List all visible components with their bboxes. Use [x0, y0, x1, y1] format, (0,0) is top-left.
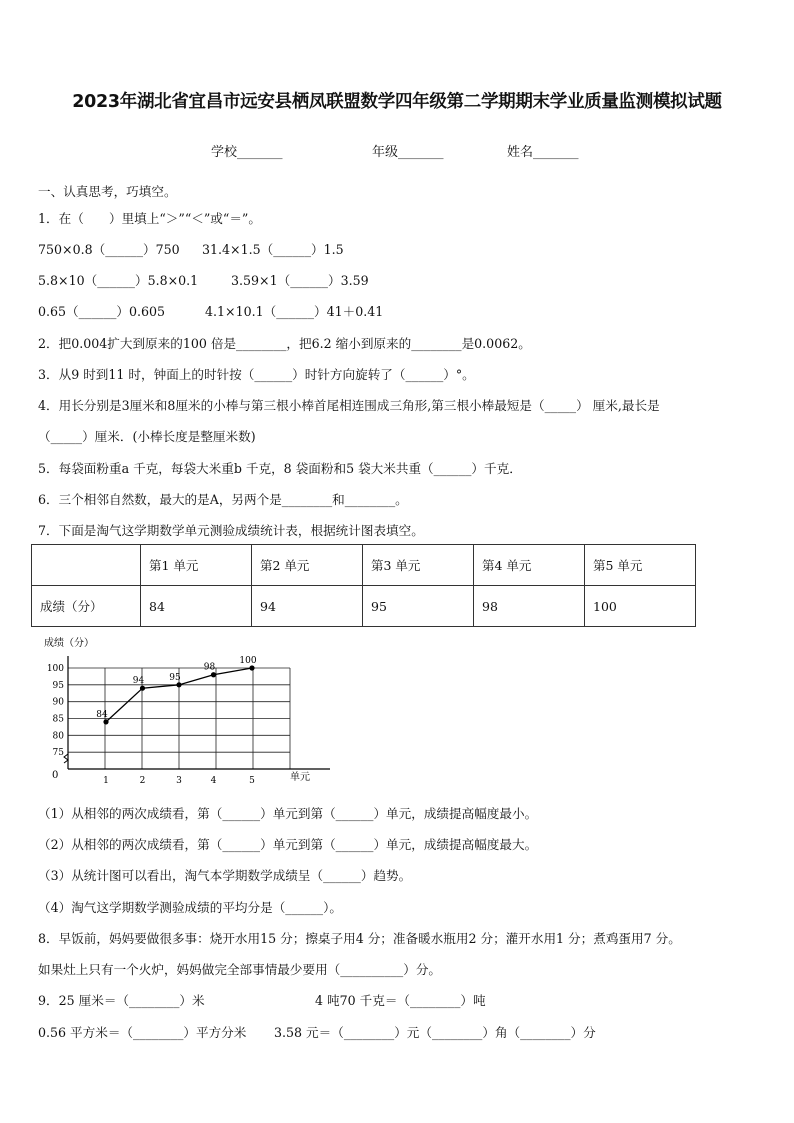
name-field[interactable]: 姓名_______ [507, 145, 579, 160]
question-8-line2: 如果灶上只有一个火炉，妈妈做完全部事情最少要用（__________）分。 [38, 962, 441, 977]
grade-field[interactable]: 年级_______ [372, 145, 444, 160]
q1-row1a: 750×0.8（______）750 [38, 242, 180, 257]
table-cell: 95 [363, 586, 474, 627]
table-header-row [32, 545, 696, 586]
question-2: 2．把0.004扩大到原来的100 倍是________，把6.2 缩小到原来的________是0.0062。 [38, 336, 531, 351]
table-header-cell: 第3 单元 [363, 545, 474, 586]
x-tick-label: 2 [139, 776, 146, 786]
table-header-cell: 第2 单元 [252, 545, 363, 586]
table-header-cell: 第4 单元 [474, 545, 585, 586]
y-tick-label: 100 [46, 664, 64, 674]
data-label: 98 [203, 662, 216, 673]
q1-stem: 1．在（ ）里填上“＞”“＜”或“＝”。 [38, 211, 261, 226]
score-line-chart [30, 632, 340, 787]
score-table [31, 544, 696, 627]
question-9b: 4 吨70 千克＝（________）吨 [315, 993, 486, 1008]
table-cell: 84 [141, 586, 252, 627]
q1-row1b: 31.4×1.5（______）1.5 [202, 242, 344, 257]
y-tick-label: 90 [52, 697, 64, 708]
data-point [103, 719, 108, 724]
y-tick-label: 75 [52, 748, 64, 759]
question-4-line2: （_____）厘米．(小棒长度是整厘米数) [38, 429, 256, 444]
data-label: 84 [96, 709, 108, 720]
school-field[interactable]: 学校_______ [211, 145, 283, 160]
data-label: 95 [169, 672, 181, 683]
data-label: 100 [239, 656, 257, 666]
question-9a: 9．25 厘米＝（________）米 [38, 993, 205, 1008]
q1-row2a: 5.8×10（______）5.8×0.1 [38, 273, 199, 288]
page-title: 2023年湖北省宜昌市远安县栖凤联盟数学四年级第二学期期末学业质量监测模拟试题 [72, 92, 722, 112]
q7-sub-1: （1）从相邻的两次成绩看，第（______）单元到第（______）单元，成绩提高幅度最小。 [38, 806, 538, 821]
q7-sub-4: （4）淘气这学期数学测验成绩的平均分是（______）。 [38, 900, 342, 915]
data-point [176, 682, 181, 687]
q7-sub-2: （2）从相邻的两次成绩看，第（______）单元到第（______）单元，成绩提高幅度最大。 [38, 837, 538, 852]
question-5: 5．每袋面粉重a 千克，每袋大米重b 千克，8 袋面粉和5 袋大米共重（______）千克． [38, 461, 522, 476]
table-header-cell: 第5 单元 [585, 545, 696, 586]
data-label: 94 [132, 676, 145, 687]
y-tick-label: 85 [52, 714, 64, 725]
chart-ylabel: 成绩（分） [44, 638, 94, 649]
question-3: 3．从9 时到11 时，钟面上的时针按（______）时针方向旋转了（______）°。 [38, 367, 475, 382]
x-tick-label: 3 [176, 776, 182, 786]
section-heading: 一、认真思考，巧填空。 [38, 184, 177, 199]
table-cell: 98 [474, 586, 585, 627]
question-8-line1: 8．早饭前，妈妈要做很多事：烧开水用15 分；擦桌子用4 分；准备暖水瓶用2 分；灌开水用1 分；煮鸡蛋用7 分。 [38, 931, 681, 946]
x-tick-label: 5 [249, 776, 255, 786]
question-9c: 0.56 平方米＝（________）平方分米 [38, 1025, 247, 1040]
chart-zero-label: 0 [52, 770, 59, 781]
table-row-label: 成绩（分） [32, 586, 141, 627]
q1-row3a: 0.65（______）0.605 [38, 304, 166, 319]
question-6: 6．三个相邻自然数，最大的是A，另两个是________和________。 [38, 492, 408, 507]
chart-xlabel: 单元 [290, 772, 310, 783]
data-point [249, 665, 254, 670]
y-tick-label: 80 [52, 731, 64, 742]
question-4-line1: 4．用长分别是3厘米和8厘米的小棒与第三根小棒首尾相连围成三角形,第三根小棒最短是（_____） 厘米,最长是 [38, 398, 660, 413]
table-cell: 94 [252, 586, 363, 627]
data-point [140, 686, 145, 691]
data-point [211, 672, 216, 677]
x-tick-label: 1 [103, 776, 109, 786]
table-cell: 100 [585, 586, 696, 627]
y-tick-label: 95 [52, 680, 64, 691]
question-7: 7．下面是淘气这学期数学单元测验成绩统计表，根据统计图表填空。 [38, 523, 424, 538]
q1-row2b: 3.59×1（______）3.59 [231, 273, 369, 288]
question-9d: 3.58 元＝（________）元（________）角（________）分 [274, 1025, 596, 1040]
table-header-cell: 第1 单元 [141, 545, 252, 586]
q7-sub-3: （3）从统计图可以看出，淘气本学期数学成绩呈（______）趋势。 [38, 868, 412, 883]
q1-row3b: 4.1×10.1（______）41＋0.41 [205, 304, 384, 319]
table-row [32, 586, 696, 627]
table-header-cell [32, 545, 141, 586]
x-tick-label: 4 [210, 776, 217, 786]
